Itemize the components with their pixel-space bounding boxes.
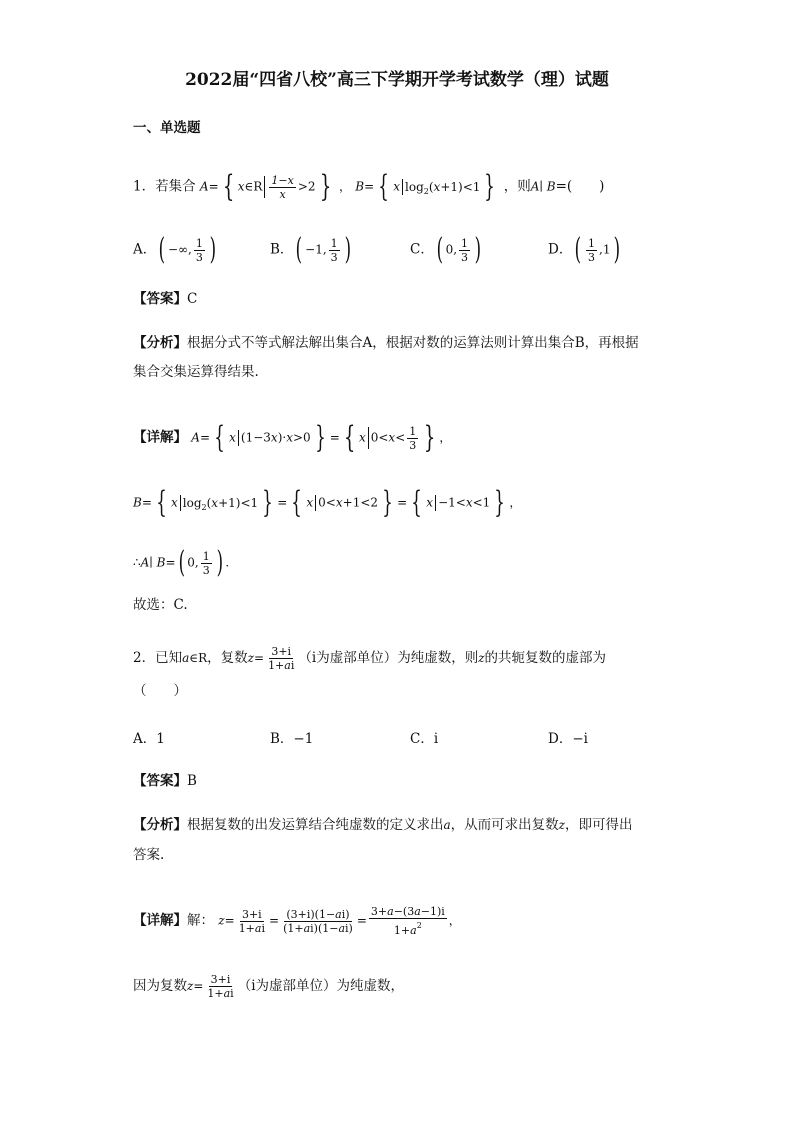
- q2-analysis-cont: 答案.: [133, 847, 165, 863]
- q1-answer: 【答案】C: [133, 291, 198, 307]
- q1-detail-line2: B= { x $\log_2(x+1)<1$ } = { x 0<x+1<2 } = { x −1<x<1 } ，: [133, 485, 522, 520]
- q2-analysis: 【分析】根据复数的出发运算结合纯虚数的定义求出a，从而可求出复数z，即可得出: [133, 817, 633, 833]
- q1-option-a: A．( −∞, $\frac{1}{3}$ ): [133, 232, 216, 267]
- q1-conclusion: 故选：C.: [133, 597, 188, 613]
- q2-option-a: A．1: [133, 731, 165, 747]
- q2-option-d: D．−i: [548, 731, 588, 747]
- q1-set-b: B: [355, 179, 365, 194]
- q1-set-a: A: [199, 179, 209, 194]
- q1-option-b: B．( −1, $\frac{1}{3}$ ): [270, 232, 351, 267]
- q1-analysis: 【分析】根据分式不等式解法解出集合A，根据对数的运算法则计算出集合B，再根据: [133, 335, 639, 351]
- q2-option-b: B．−1: [270, 731, 314, 747]
- q1-option-d: D．( $\frac{1}{3}$ ,1): [548, 232, 620, 267]
- q1-detail-line3: ∴A∣ B=( 0, $\frac{1}{3}$ ) .: [133, 545, 230, 580]
- q1-option-c: C．( 0, $\frac{1}{3}$ ): [410, 232, 482, 267]
- q2-detail-line2: 因为复数z= $\frac{3+i}{1+ai}$ （i为虚部单位）为纯虚数，: [133, 973, 405, 1000]
- q2-option-c: C．i: [410, 731, 439, 747]
- question-2: 2．已知a∈R，复数z= $\frac{3+i}{1+ai}$ （i为虚部单位）为纯虚数，则z的共轭复数的虚部为: [133, 645, 607, 672]
- q1-detail-line1: 【详解】 A= { x (1−3x)·x>0 } = { x 0<x< $\frac{1}{3}$ } ，: [133, 420, 452, 455]
- q1-analysis-cont: 集合交集运算得结果.: [133, 364, 259, 380]
- question-1: 1．若集合 A= { x∈R $\frac{1-x}{x}$ >2 } ， B= { x $\log_2(x+1)<1$ } ，则A∣ B=( ): [133, 169, 605, 204]
- q2-answer: 【答案】B: [133, 773, 197, 789]
- q2-detail-line1: 【详解】解： z= $\frac{3+i}{1+ai}$ = $\frac{(3+i)(1-ai)}{(1+ai)(1-ai)}$ = $\frac{3+a-(3a-1)i}{1+a^2}$ ，: [133, 905, 461, 937]
- q2-blank: （ ）: [133, 683, 187, 699]
- section-heading: 一、单选题: [133, 120, 201, 136]
- page-title: 2022届“四省八校”高三下学期开学考试数学（理）试题: [185, 70, 609, 90]
- q1-stem: 1．若集合: [133, 178, 196, 195]
